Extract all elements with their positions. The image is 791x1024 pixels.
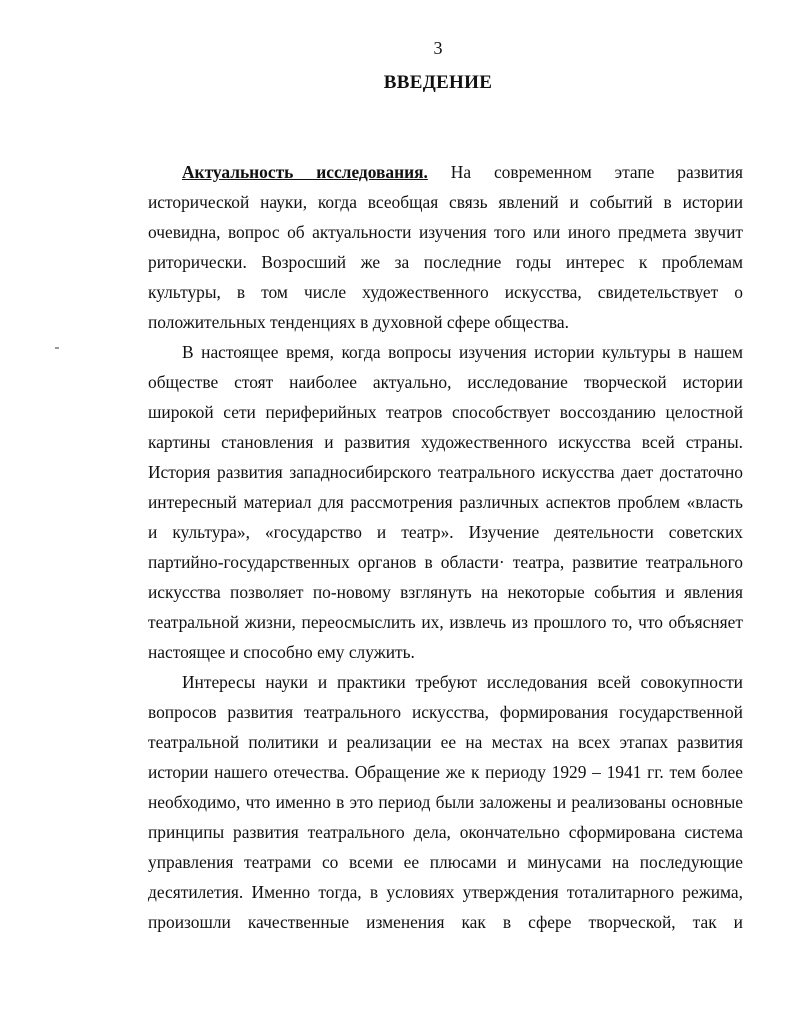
paragraph-line: десятилетия. Именно тогда, в условиях утверждения тоталитарного режима, [148, 882, 743, 902]
paragraph-line: принципы развития театрального дела, окончательно сформирована система [148, 822, 743, 842]
document-body [148, 157, 743, 937]
paragraph-line: История развития западносибирского театрального искусства дает достаточно [148, 462, 743, 482]
paragraph-line: и культура», «государство и театр». Изучение деятельности советских [148, 522, 743, 542]
paragraph-line: произошли качественные изменения как в сфере творческой, так и [148, 912, 743, 932]
paragraph-line: театральной жизни, переосмыслить их, извлечь из прошлого то, что объясняет [148, 612, 743, 632]
paragraph-line: настоящее и способно ему служить. [148, 642, 415, 662]
paragraph-line: интересный материал для рассмотрения различных аспектов проблем «власть [148, 492, 743, 512]
paragraph-line: культуры, в том числе художественного искусства, свидетельствует о [148, 282, 743, 302]
paragraph-line: Интересы науки и практики требуют исследования всей совокупности [182, 672, 743, 692]
paragraph-2 [148, 337, 743, 667]
paragraph-line: очевидна, вопрос об актуальности изучения того или иного предмета звучит [148, 222, 743, 242]
paragraph-line: необходимо, что именно в это период были заложены и реализованы основные [148, 792, 743, 812]
paragraph-line: партийно-государственных органов в области· театра, развитие театрального [148, 552, 743, 572]
paragraph-line: широкой сети периферийных театров способствует воссозданию целостной [148, 402, 743, 422]
section-lead: Актуальность исследования. [182, 162, 428, 182]
paragraph-3 [148, 667, 743, 937]
paragraph-line: В настоящее время, когда вопросы изучения истории культуры в нашем [182, 342, 743, 362]
paragraph-line: положительных тенденциях в духовной сфере общества. [148, 312, 569, 332]
paragraph-line: истории нашего отечества. Обращение же к периоду 1929 – 1941 гг. тем более [148, 762, 743, 782]
paragraph-line: вопросов развития театрального искусства, формирования государственной [148, 702, 743, 722]
paragraph-line: управления театрами со всеми ее плюсами и минусами на последующие [148, 852, 743, 872]
paragraph-line: Актуальность исследования. На современном этапе развития [182, 162, 743, 182]
paragraph-line: театральной политики и реализации ее на местах на всех этапах развития [148, 732, 743, 752]
paragraph-line: картины становления и развития художественного искусства всей страны. [148, 432, 743, 452]
paragraph-line: обществе стоят наиболее актуально, исследование творческой истории [148, 372, 743, 392]
paragraph-line: исторической науки, когда всеобщая связь явлений и событий в истории [148, 192, 743, 212]
page-number: 3 [433, 38, 443, 58]
paragraph-1 [148, 157, 743, 337]
margin-mark [55, 347, 59, 349]
paragraph-line: искусства позволяет по-новому взглянуть на некоторые события и явления [148, 582, 743, 602]
paragraph-line: риторически. Возросший же за последние годы интерес к проблемам [148, 252, 743, 272]
page-title: ВВЕДЕНИЕ [383, 72, 493, 93]
